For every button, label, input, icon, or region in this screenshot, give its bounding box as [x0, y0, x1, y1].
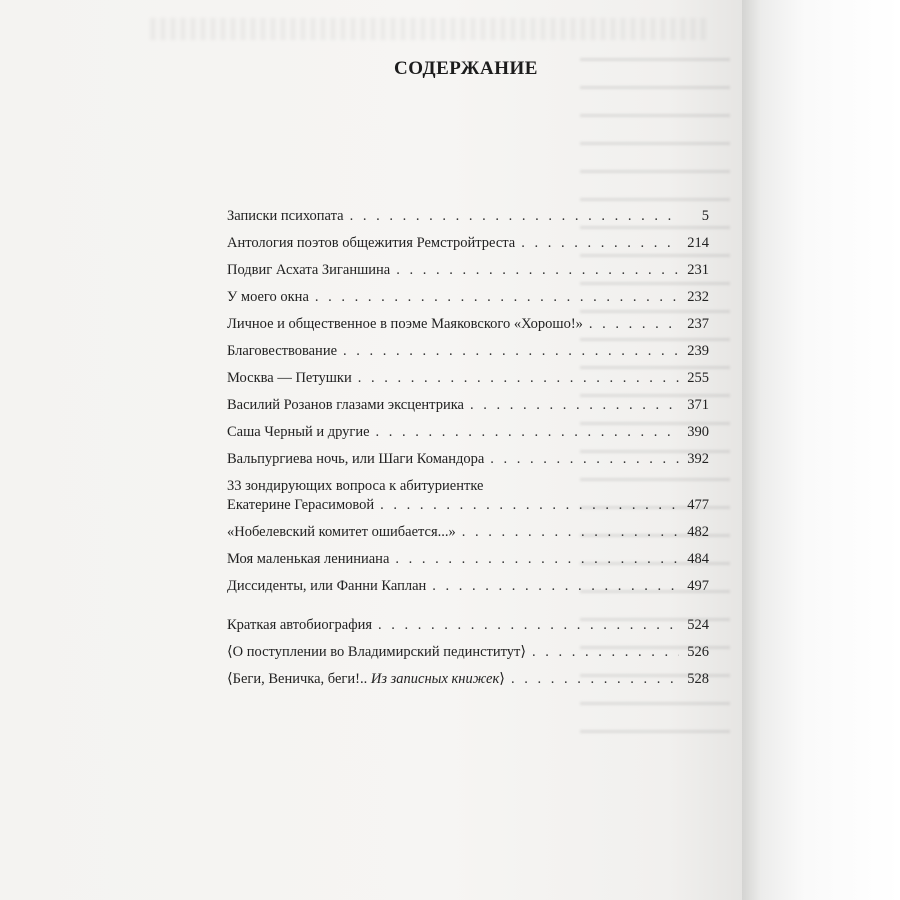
toc-entry-page: 524: [687, 617, 709, 633]
toc-entry-title: Василий Розанов глазами эксцентрика: [227, 397, 464, 413]
toc-entry: [227, 207, 709, 226]
toc-entry-page: 371: [687, 397, 709, 413]
leader-dots: [396, 261, 679, 280]
leader-dots: [511, 670, 679, 689]
leader-dots: [378, 616, 679, 635]
toc-entry-page: 237: [687, 316, 709, 332]
toc-entry-page: 5: [701, 208, 709, 224]
toc-entry: [227, 450, 709, 469]
toc-entry: [227, 550, 709, 569]
toc-appendix-entry: [227, 670, 709, 689]
toc-entry-title: Вальпургиева ночь, или Шаги Командора: [227, 451, 485, 467]
contents-heading: СОДЕРЖАНИЕ: [394, 58, 538, 79]
toc-entry-page: 392: [687, 451, 709, 467]
leader-dots: [462, 523, 679, 542]
toc-entry-title-line2: Екатерине Герасимовой: [227, 497, 375, 513]
toc-entry-title: Саша Черный и другие: [227, 424, 370, 440]
leader-dots: [315, 288, 679, 307]
leader-dots: [470, 396, 679, 415]
toc-entry-title-plain: ⟨Беги, Веничка, беги!..: [227, 671, 368, 687]
toc-entry: [227, 396, 709, 415]
toc-entry: [227, 523, 709, 542]
leader-dots: [380, 496, 679, 515]
toc-entry: [227, 261, 709, 280]
toc-entry: [227, 477, 709, 515]
toc-entry-title-italic: Из записных книжек: [370, 671, 500, 687]
leader-dots: [358, 369, 679, 388]
leader-dots: [376, 423, 679, 442]
toc-entry: [227, 315, 709, 334]
toc-entry-page: 255: [687, 370, 709, 386]
toc-entry-page: 390: [687, 424, 709, 440]
leader-dots: [395, 550, 679, 569]
toc-entry-title: Личное и общественное в поэме Маяковского «Хорошо!»: [227, 316, 583, 332]
leader-dots: [521, 234, 679, 253]
toc-entry-title: Моя маленькая лениниана: [227, 551, 390, 567]
toc-entry-page: 232: [687, 289, 709, 305]
toc-entry-title: «Нобелевский комитет ошибается...»: [227, 524, 456, 540]
toc-entry-title: Подвиг Асхата Зиганшина: [227, 262, 391, 278]
bleed-through-header: [150, 18, 710, 40]
leader-dots: [490, 450, 679, 469]
toc-entry-page: 526: [687, 644, 709, 660]
toc-entry-title: Москва — Петушки: [227, 370, 352, 386]
toc-entry-page: 482: [687, 524, 709, 540]
leader-dots: [350, 207, 679, 226]
toc-entry-title-end: ⟩: [499, 671, 505, 687]
leader-dots: [532, 643, 679, 662]
toc-entry-title: Краткая автобиография: [227, 617, 373, 633]
toc-appendix-entry: [227, 616, 709, 635]
toc-entry-title: Благовествование: [227, 343, 338, 359]
toc-entry: [227, 423, 709, 442]
leader-dots: [343, 342, 679, 361]
toc-entry-title: Записки психопата: [227, 208, 344, 224]
toc-entry-title-line1: 33 зондирующих вопроса к абитуриентке: [227, 478, 484, 494]
toc-entry-title: [227, 670, 505, 689]
leader-dots: [589, 315, 679, 334]
toc-entry-page: 528: [687, 671, 709, 687]
toc-entry: [227, 288, 709, 307]
toc-entry-page: 214: [687, 235, 709, 251]
toc-entry-title: ⟨О поступлении во Владимирский пединститут⟩: [227, 644, 527, 660]
toc-entry-title: Антология поэтов общежития Ремстройтреста: [227, 235, 516, 251]
toc-entry-page: 231: [687, 262, 709, 278]
toc-appendix-entry: [227, 643, 709, 662]
toc-entry-title: У моего окна: [227, 289, 309, 305]
toc-entry-page: 477: [687, 497, 709, 513]
toc-entry-title: Диссиденты, или Фанни Каплан: [227, 578, 427, 594]
toc-entry: [227, 369, 709, 388]
toc-entry: [227, 342, 709, 361]
toc-entry: [227, 577, 709, 596]
page-edge-shadow: [742, 0, 900, 900]
leader-dots: [432, 577, 679, 596]
toc-entry-page: 484: [687, 551, 709, 567]
toc-entry: [227, 234, 709, 253]
toc-entry-page: 239: [687, 343, 709, 359]
table-of-contents: [227, 207, 709, 697]
toc-entry-line2: [227, 496, 709, 515]
toc-entry-page: 497: [687, 578, 709, 594]
